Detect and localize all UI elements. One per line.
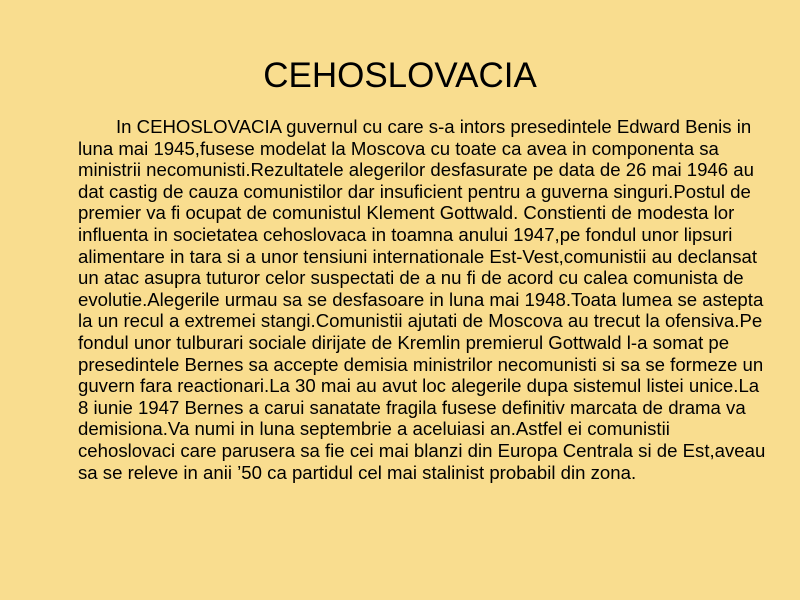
slide-body-text: In CEHOSLOVACIA guvernul cu care s-a intors presedintele Edward Benis in luna mai 1945,fusese modelat la Moscova cu toate ca avea in componenta sa ministrii necomunisti.Rezultatele alegerilor desfasurate pe data de 26 mai 1946 au dat castig de cauza comunistilor dar insuficient pentru a guverna singuri.Postul de premier va fi ocupat de comunistul Klement Gottwald. Constienti de modesta lor influenta in societatea cehoslovaca in toamna anului 1947,pe fondul unor lipsuri alimentare in tara si a unor tensiuni internationale Est-Vest,comunistii au declansat un atac asupra tuturor celor suspectati de a nu fi de acord cu calea comunista de evolutie.Alegerile urmau sa se desfasoare in luna mai 1948.Toata lumea se astepta la un recul a extremei stangi.Comunistii ajutati de Moscova au trecut la ofensiva.Pe fondul unor tulburari sociale dirijate de Kremlin premierul Gottwald l-a somat pe presedintele Bernes sa accepte demisia ministrilor necomunisti si sa se formeze un guvern fara reactionari.La 30 mai au avut loc alegerile dupa sistemul listei unice.La 8 iunie 1947 Bernes a carui sanatate fragila fusese definitiv marcata de drama va demisiona.Va numi in luna septembrie a aceluiasi an.Astfel ei comunistii cehoslovaci care parusera sa fie cei mai blanzi din Europa Centrala si de Est,aveau sa se releve in anii ’50 ca partidul cel mai stalinist probabil din zona.	[78, 116, 766, 483]
slide-title: CEHOSLOVACIA	[263, 56, 537, 95]
